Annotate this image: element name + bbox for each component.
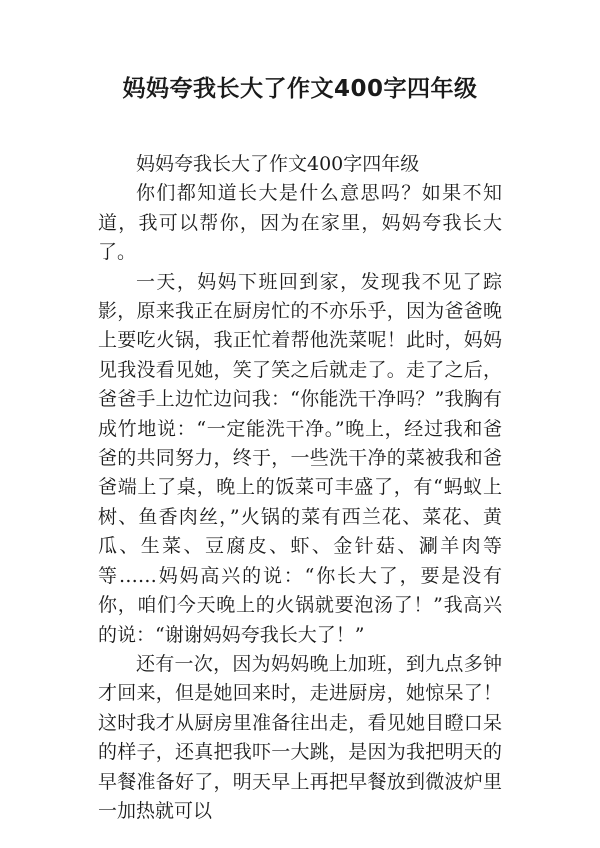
paragraph-intro: 你们都知道长大是什么意思吗？如果不知道，我可以帮你，因为在家里，妈妈夸我长大了。 [98,182,502,264]
paragraph-story-two: 还有一次，因为妈妈晚上加班，到九点多钟才回来，但是她回来时，走进厨房，她惊呆了！这时我才从厨房里准备往出走，看见她目瞪口呆的样子，还真把我吓一大跳，是因为我把明天的早餐准备好了，明天早上再把早餐放到微波炉里一加热就可以 [98,652,502,822]
paragraph-story-one: 一天，妈妈下班回到家，发现我不见了踪影，原来我正在厨房忙的不亦乐乎，因为爸爸晚上要吃火锅，我正忙着帮他洗菜呢！此时，妈妈见我没看见她，笑了笑之后就走了。走了之后，爸爸手上边忙边问我：“你能洗干净吗？”我胸有成竹地说：“一定能洗干净。”晚上，经过我和爸爸的共同努力，终于，一些洗干净的菜被我和爸爸端上了桌，晚上的饭菜可丰盛了，有“蚂蚁上树、鱼香肉丝，”火锅的菜有西兰花、菜花、黄瓜、生菜、豆腐皮、虾、金针菇、涮羊肉等等……妈妈高兴的说：“你长大了，要是没有你，咱们今天晚上的火锅就要泡汤了！”我高兴的说：“谢谢妈妈夸我长大了！” [98,270,502,646]
paragraph-subtitle: 妈妈夸我长大了作文400字四年级 [136,153,420,175]
document-body [98,150,502,826]
document-title: 妈妈夸我长大了作文400字四年级 [122,76,478,102]
